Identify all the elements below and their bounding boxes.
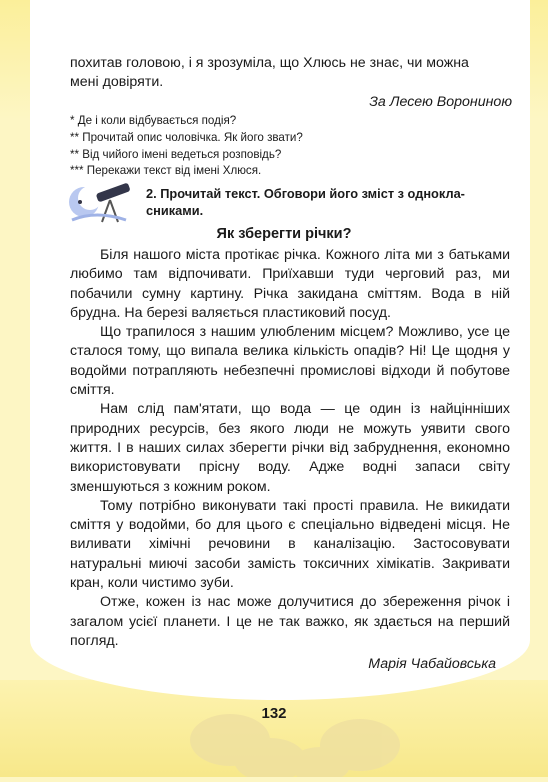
main-text bbox=[70, 246, 510, 651]
intro-line-1: похитав головою, і я зрозуміла, що Хлюсь не знає, чи можна bbox=[70, 55, 469, 71]
page-number: 132 bbox=[261, 705, 287, 722]
task-line-2: сниками. bbox=[146, 202, 204, 218]
paragraph: Біля нашого міста протікає річка. Кожного літа ми з батьками любимо там відпочивати. Приїхавши туди черговий раз, ми побачили сумну картину. Річка закидана сміттям. Вода в ній брудна. На березі валяється пластиковий посуд. bbox=[70, 247, 510, 321]
paragraph: Що трапилося з нашим улюбленим місцем? Можливо, усе це сталося тому, що випала велика кількість опадів? Ні! Це щодня у водойми потрапляють небезпечні промислові відходи й побутове сміття. bbox=[70, 324, 510, 399]
paragraph: Тому потрібно виконувати такі прості правила. Не викидати сміття у водойми, бо для цього є спеціально відведені місця. Не виливати хімічні речовини в каналізацію. Застосовувати натуральні миючі засоби замість токсичних хімікатів. Закривати кран, коли чистимо зуби. bbox=[70, 497, 510, 592]
intro-text bbox=[70, 54, 510, 93]
question-item: ** Прочитай опис чоловічка. Як його звати? bbox=[70, 130, 303, 144]
intro-line-2: мені довіряти. bbox=[70, 74, 164, 91]
task-instruction bbox=[146, 186, 510, 219]
task-line-1: 2. Прочитай текст. Обговори його зміст з однокла- bbox=[146, 186, 465, 201]
author-voronina: За Лесею Ворониною bbox=[369, 94, 512, 110]
text-title: Як зберегти річки? bbox=[216, 226, 352, 242]
question-item: * Де і коли відбувається подія? bbox=[70, 114, 237, 127]
paragraph: Нам слід пам'ятати, що вода — це один із найцінніших природних ресурсів, без якого люди не можуть уявити свого життя. І в наших силах зберегти річки від забруднення, економно використовувати прісну воду. Адже водні запаси світу зменшуються з кожним роком. bbox=[70, 401, 510, 495]
questions-list bbox=[70, 113, 303, 180]
question-item: ** Від чийого імені ведеться розповідь? bbox=[70, 147, 282, 161]
telescope-moon-icon bbox=[66, 176, 138, 231]
author-chabaiovska: Марія Чабайовська bbox=[368, 656, 496, 672]
question-item: *** Перекажи текст від імені Хлюся. bbox=[70, 164, 262, 178]
paragraph: Отже, кожен із нас може долучитися до збереження річок і загалом усієї планети. І це не так важко, як здається на перший погляд. bbox=[70, 594, 510, 649]
